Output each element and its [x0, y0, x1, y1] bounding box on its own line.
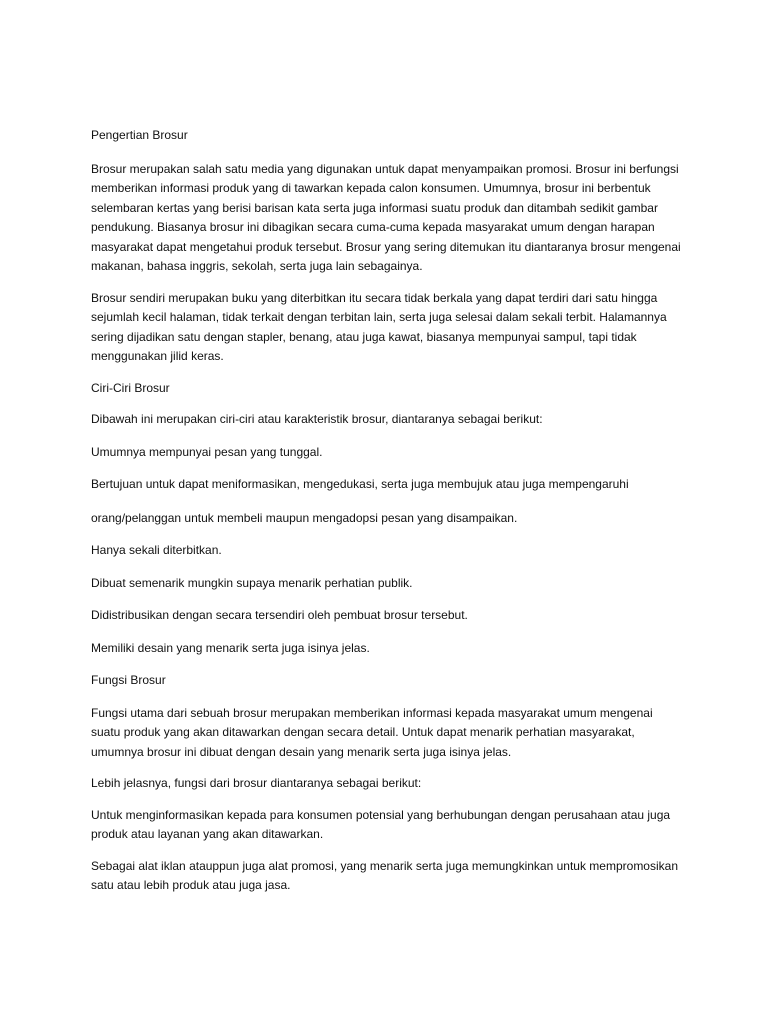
document-body — [91, 126, 681, 896]
paragraph-fungsi-2: Lebih jelasnya, fungsi dari brosur diantaranya sebagai berikut: — [91, 776, 422, 790]
paragraph-ciri-intro: Dibawah ini merupakan ciri-ciri atau karakteristik brosur, diantaranya sebagai berikut: — [91, 412, 543, 426]
ciri-item-3: Hanya sekali diterbitkan. — [91, 543, 222, 557]
ciri-item-5: Didistribusikan dengan secara tersendiri oleh pembuat brosur tersebut. — [91, 608, 468, 622]
heading-ciri-ciri-brosur: Ciri-Ciri Brosur — [91, 380, 170, 395]
heading-fungsi-brosur: Fungsi Brosur — [91, 673, 166, 687]
paragraph-pengertian-1: Brosur merupakan salah satu media yang digunakan untuk dapat menyampaikan promosi. Brosur ini berfungsi memberikan informasi produk yang di tawarkan kepada calon konsumen. Umumnya, brosur ini berbentuk selembaran kertas yang berisi barisan kata serta juga informasi suatu produk dan ditambah sedikit gambar pendukung. Biasanya brosur ini dibagikan secara cuma-cuma kepada masyarakat umum dengan harapan masyarakat dapat mengetahui produk tersebut. Brosur yang sering ditemukan itu diantaranya brosur mengenai makanan, bahasa inggris, sekolah, serta juga lain sebagainya. — [91, 161, 681, 273]
paragraph-fungsi-3: Untuk menginformasikan kepada para konsumen potensial yang berhubungan dengan perusahaan atau juga produk atau layanan yang akan ditawarkan. — [91, 807, 671, 841]
ciri-item-2-line-1: Bertujuan untuk dapat meniformasikan, mengedukasi, serta juga membujuk atau juga mempengaruhi — [91, 477, 629, 491]
paragraph-pengertian-2: Brosur sendiri merupakan buku yang diterbitkan itu secara tidak berkala yang dapat terdiri dari satu hingga sejumlah kecil halaman, tidak terkait dengan terbitan lain, serta juga selesai dalam sekali terbit. Halamannya sering dijadikan satu dengan stapler, benang, atau juga kawat, biasanya mempunyai sampul, tapi tidak menggunakan jilid keras. — [91, 290, 667, 363]
ciri-item-2-line-2: orang/pelanggan untuk membeli maupun mengadopsi pesan yang disampaikan. — [91, 510, 518, 525]
ciri-item-1: Umumnya mempunyai pesan yang tunggal. — [91, 444, 323, 459]
ciri-item-6: Memiliki desain yang menarik serta juga isinya jelas. — [91, 640, 370, 655]
paragraph-fungsi-4: Sebagai alat iklan atauppun juga alat promosi, yang menarik serta juga memungkinkan untuk mempromosikan satu atau lebih produk atau juga jasa. — [91, 858, 678, 892]
heading-pengertian-brosur: Pengertian Brosur — [91, 128, 188, 142]
ciri-item-4: Dibuat semenarik mungkin supaya menarik perhatian publik. — [91, 575, 413, 590]
paragraph-fungsi-1: Fungsi utama dari sebuah brosur merupakan memberikan informasi kepada masyarakat umum mengenai suatu produk yang akan ditawarkan dengan secara detail. Untuk dapat menarik perhatian masyarakat, umumnya brosur ini dibuat dengan desain yang menarik serta juga isinya jelas. — [91, 705, 653, 759]
